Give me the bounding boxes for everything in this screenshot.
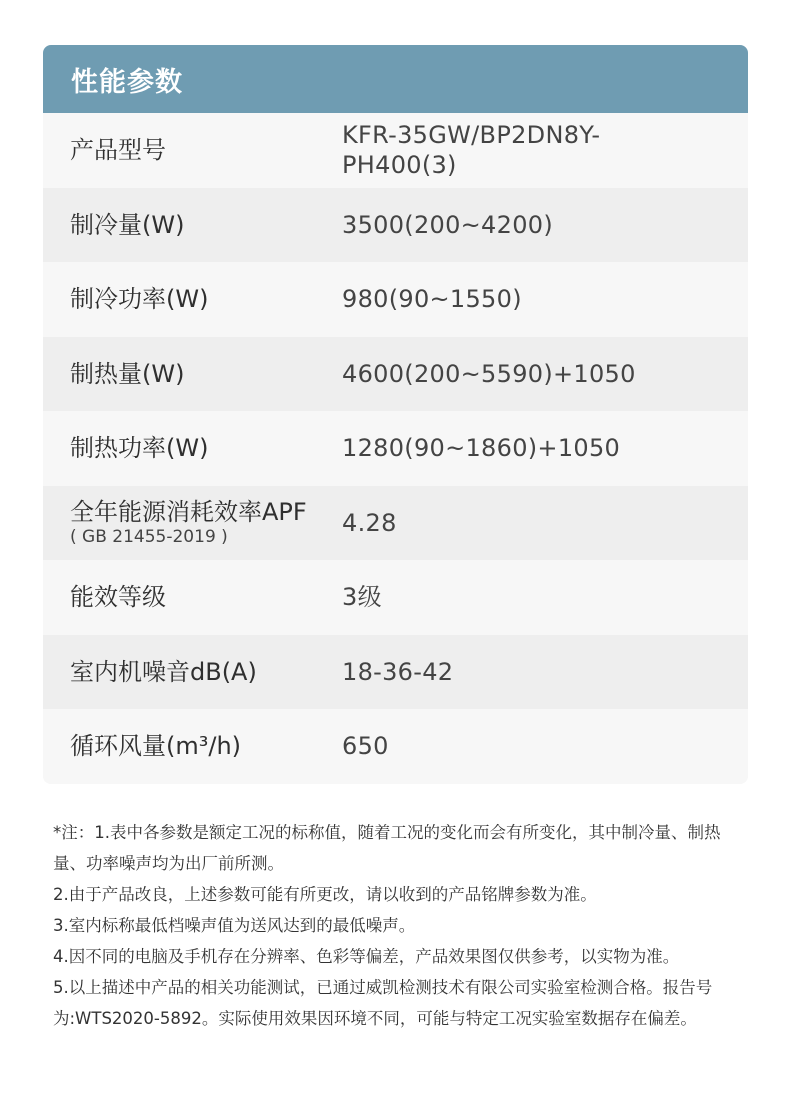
row-value: 650: [342, 732, 389, 761]
row-value: 18-36-42: [342, 657, 454, 686]
spec-row-airflow: [43, 709, 748, 784]
footnote: 2.由于产品改良，上述参数可能有所更改，请以收到的产品铭牌参数为准。: [53, 885, 597, 904]
row-label: 制冷功率(W): [70, 285, 209, 314]
row-label: 制热量(W): [70, 359, 185, 388]
row-label: 循环风量(m³/h): [70, 732, 242, 761]
footnote: 4.因不同的电脑及手机存在分辨率、色彩等偏差，产品效果图仅供参考，以实物为准。: [53, 947, 680, 966]
footnotes: [53, 817, 753, 1034]
row-label-standard: ( GB 21455-2019 ): [70, 526, 228, 547]
spec-row-cooling-power: [43, 262, 748, 337]
spec-row-efficiency-grade: [43, 560, 748, 635]
row-label: 能效等级: [70, 583, 166, 612]
footnote: *注：1.表中各参数是额定工况的标称值，随着工况的变化而会有所变化，其中制冷量、制热量、功率噪声均为出厂前所测。: [53, 823, 721, 873]
row-value: KFR-35GW/BP2DN8Y-PH400(3): [342, 121, 601, 180]
row-label: [43, 498, 342, 548]
spec-row-heating-power: [43, 411, 748, 486]
footnote: 3.室内标称最低档噪声值为送风达到的最低噪声。: [53, 916, 416, 935]
row-value: 1280(90~1860)+1050: [342, 434, 621, 463]
spec-row-indoor-noise: [43, 635, 748, 710]
spec-row-cooling-capacity: [43, 188, 748, 263]
spec-title: 性能参数: [71, 66, 183, 98]
footnote: 5.以上描述中产品的相关功能测试，已通过威凯检测技术有限公司实验室检测合格。报告号为:WTS2020-5892。实际使用效果因环境不同，可能与特定工况实验室数据存在偏差。: [53, 978, 713, 1028]
spec-row-heating-capacity: [43, 337, 748, 412]
spec-rows: [43, 113, 748, 784]
row-value: 4.28: [342, 508, 397, 537]
row-label: 产品型号: [70, 136, 166, 165]
row-label-main: 全年能源消耗效率APF: [70, 497, 307, 526]
row-value: 3级: [342, 583, 382, 612]
spec-row-model: [43, 113, 748, 188]
row-label: 制热功率(W): [70, 434, 209, 463]
spec-header: [43, 45, 748, 113]
row-label: 室内机噪音dB(A): [70, 657, 257, 686]
row-label: 制冷量(W): [70, 210, 185, 239]
row-value: 4600(200~5590)+1050: [342, 359, 636, 388]
spec-table: [43, 45, 748, 784]
row-value: 3500(200~4200): [342, 210, 554, 239]
row-value: 980(90~1550): [342, 285, 522, 314]
spec-row-apf: [43, 486, 748, 561]
